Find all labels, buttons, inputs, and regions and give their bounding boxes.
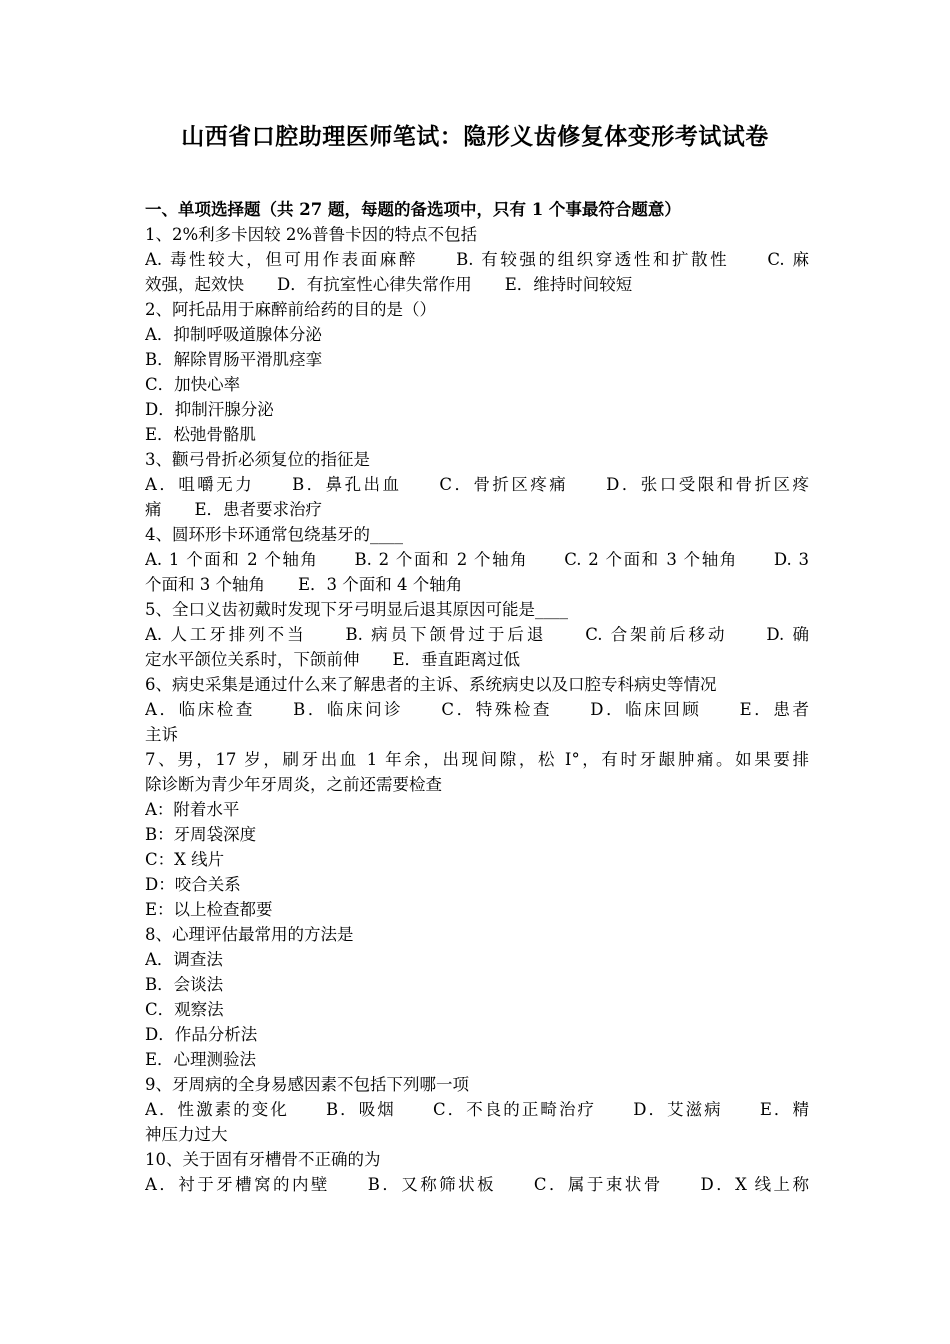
option-line: B．解除胃肠平滑肌痉挛 [145,350,323,369]
question-line: 1、2%利多卡因较 2%普鲁卡因的特点不包括 [145,225,478,244]
exam-body [145,197,809,1197]
option-line: E．心理测验法 [145,1050,257,1069]
option-line: A．咀嚼无力 B．鼻孔出血 C．骨折区疼痛 D．张口受限和骨折区疼 [145,475,809,494]
option-line: 主诉 [145,725,178,744]
option-line: A. 毒性较大，但可用作表面麻醉 B. 有较强的组织穿透性和扩散性 C. 麻 [145,250,809,269]
option-line: D．抑制汗腺分泌 [145,400,274,419]
section-heading: 一、单项选择题（共 27 题，每题的备选项中，只有 1 个事最符合题意） [145,200,681,219]
option-line: C．观察法 [145,1000,224,1019]
option-line: A．性激素的变化 B．吸烟 C．不良的正畸治疗 D．艾滋病 E．精 [145,1100,809,1119]
option-line: 个面和 3 个轴角 E．3 个面和 4 个轴角 [145,575,463,594]
question-line: 6、病史采集是通过什么来了解患者的主诉、系统病史以及口腔专科病史等情况 [145,675,717,694]
page-title: 山西省口腔助理医师笔试：隐形义齿修复体变形考试试卷 [181,123,769,150]
question-line: 2、阿托品用于麻醉前给药的目的是（） [145,300,436,319]
option-line: E．松弛骨骼肌 [145,425,257,444]
question-line: 8、心理评估最常用的方法是 [145,925,354,944]
question-line: 除诊断为青少年牙周炎，之前还需要检查 [145,775,442,794]
question-line: 4、圆环形卡环通常包绕基牙的____ [145,525,403,544]
question-line: 5、全口义齿初戴时发现下牙弓明显后退其原因可能是____ [145,600,568,619]
option-line: A．调查法 [145,950,223,969]
option-line: A．抑制呼吸道腺体分泌 [145,325,322,344]
option-line: C：X 线片 [145,850,225,869]
option-line: 神压力过大 [145,1125,228,1144]
option-line: A．临床检查 B．临床问诊 C．特殊检查 D．临床回顾 E．患者 [145,700,809,719]
option-line: C．加快心率 [145,375,241,394]
option-line: B：牙周袋深度 [145,825,257,844]
option-line: A. 人工牙排列不当 B. 病员下颌骨过于后退 C. 合架前后移动 D. 确 [145,625,809,644]
option-line: D：咬合关系 [145,875,241,894]
question-line: 9、牙周病的全身易感因素不包括下列哪一项 [145,1075,469,1094]
option-line: A．衬于牙槽窝的内壁 B．又称筛状板 C．属于束状骨 D．X 线上称 [145,1175,809,1194]
option-line: E：以上检查都要 [145,900,273,919]
option-line: A. 1 个面和 2 个轴角 B. 2 个面和 2 个轴角 C. 2 个面和 3 个轴角 D. 3 [145,550,809,569]
option-line: 7、男，17 岁，刷牙出血 1 年余，出现间隙，松 I°，有时牙龈肿痛。如果要排 [145,750,809,769]
option-line: A：附着水平 [145,800,240,819]
option-line: 痛 E．患者要求治疗 [145,500,323,519]
question-line: 10、关于固有牙槽骨不正确的为 [145,1150,381,1169]
option-line: B．会谈法 [145,975,224,994]
question-line: 3、颧弓骨折必须复位的指征是 [145,450,370,469]
option-line: 定水平颌位关系时，下颌前伸 E．垂直距离过低 [145,650,521,669]
option-line: D．作品分析法 [145,1025,258,1044]
option-line: 效强，起效快 D．有抗室性心律失常作用 E．维持时间较短 [145,275,633,294]
